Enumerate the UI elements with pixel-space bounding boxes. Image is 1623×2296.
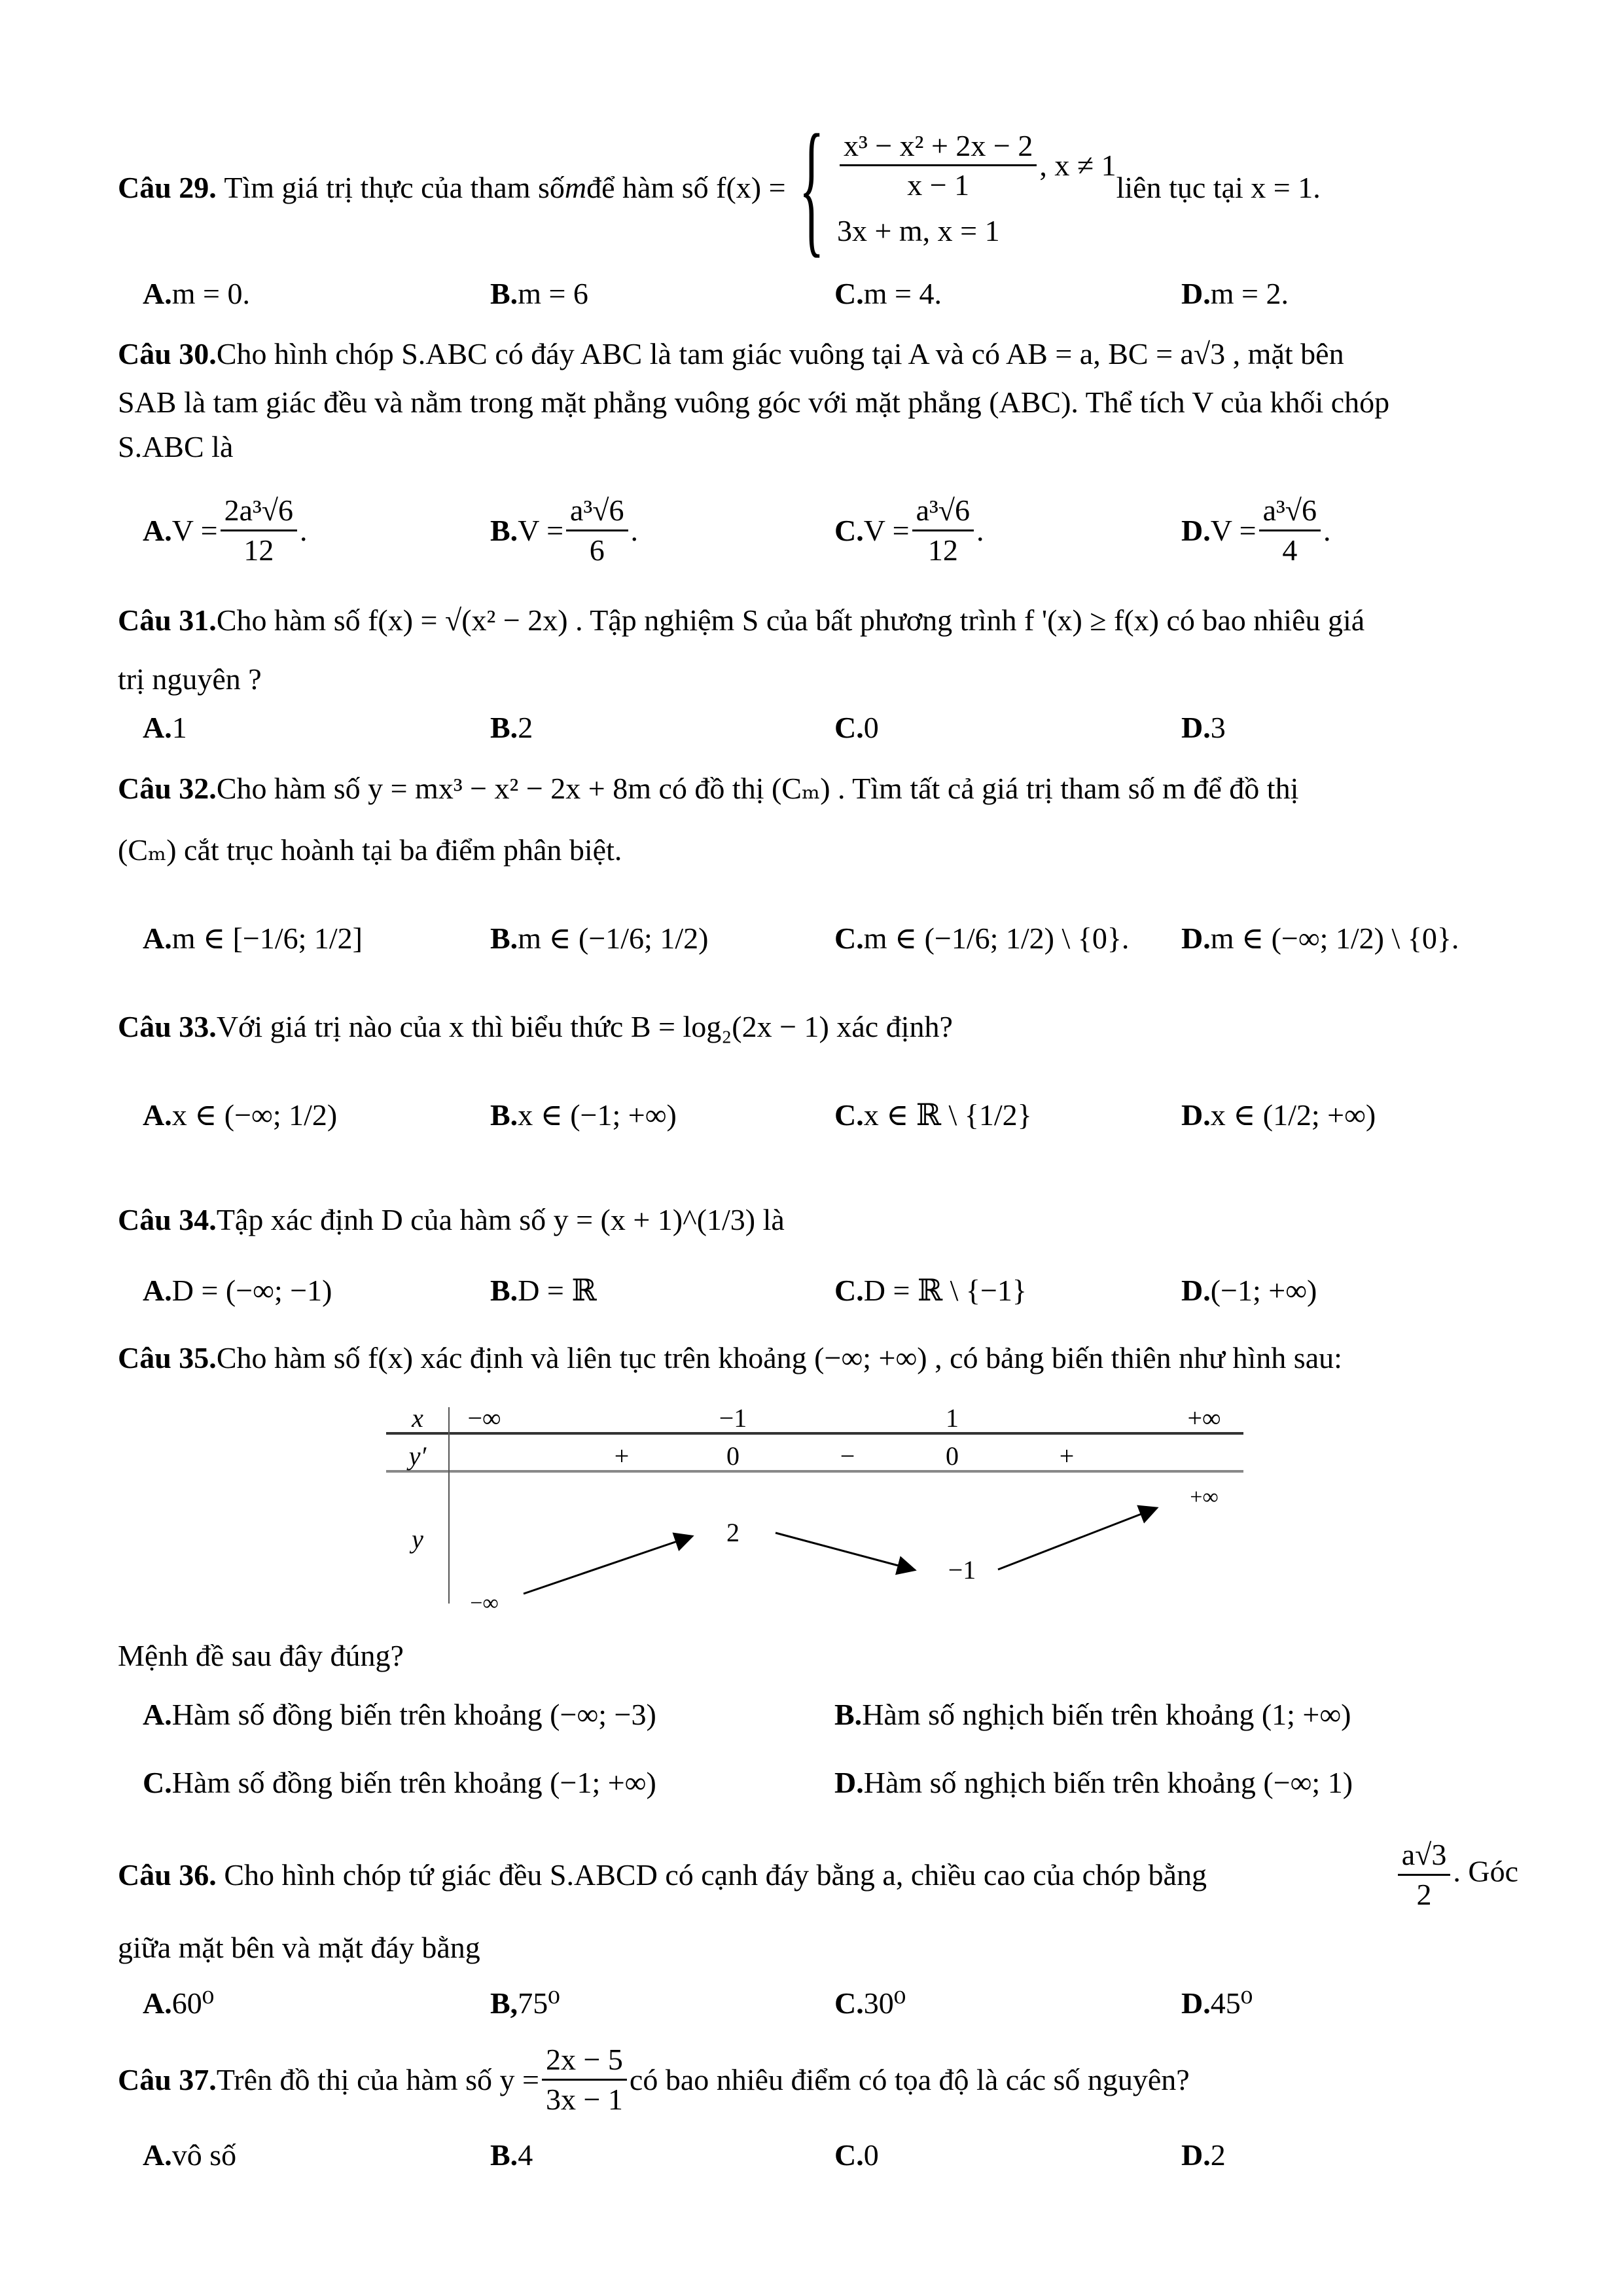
q32-option-d[interactable] (1181, 899, 1459, 977)
q33-option-d[interactable] (1181, 1075, 1376, 1154)
q36-option-a[interactable] (143, 1964, 214, 2042)
text: giữa mặt bên và mặt đáy bằng (118, 1930, 480, 1964)
q35-option-d[interactable] (834, 1743, 1353, 1821)
q35-line1 (118, 1331, 1518, 1384)
q35-option-a[interactable] (143, 1675, 656, 1753)
q30-line1 (118, 327, 1518, 380)
text: Cho hình chóp tứ giác đều S.ABCD có cạnh đáy bằng a, chiều cao của chóp bằng (216, 1857, 1207, 1892)
q31-line1 (118, 594, 1518, 646)
x-value: 1 (946, 1403, 959, 1433)
option-text: D = (−∞; −1) (171, 1273, 332, 1307)
question-label: Câu 32. (118, 771, 217, 805)
option-key: C. (834, 2138, 864, 2172)
q34-option-c[interactable] (834, 1251, 1027, 1329)
option-text: Hàm số nghịch biến trên khoảng (1; +∞) (862, 1697, 1351, 1731)
sign: 0 (726, 1441, 740, 1471)
option-text: x ∈ (1/2; +∞) (1210, 1098, 1376, 1132)
question-label: Câu 37. (118, 2062, 217, 2096)
q34-option-d[interactable] (1181, 1251, 1317, 1329)
text: V = (171, 513, 218, 547)
question-label: Câu 29. (118, 170, 217, 204)
q33-line1 (118, 1000, 1518, 1052)
option-key: B. (490, 1273, 518, 1307)
numerator: a³√6 (912, 492, 974, 531)
option-text: m ∈ [−1/6; 1/2] (171, 922, 363, 955)
option-key: A. (143, 276, 172, 310)
option-text: m = 0. (171, 276, 250, 310)
sign: + (1059, 1441, 1075, 1471)
q35-option-b[interactable] (834, 1675, 1351, 1753)
denominator: x − 1 (907, 168, 970, 202)
option-key: B. (834, 1697, 863, 1731)
q37-line1 (118, 2040, 1518, 2119)
option-key: D. (1181, 710, 1211, 744)
y-value: −1 (948, 1555, 976, 1585)
numerator: 2a³√6 (221, 492, 297, 531)
option-text: m ∈ (−∞; 1/2) \ {0}. (1210, 922, 1459, 955)
option-key: D. (1181, 513, 1211, 547)
q36-line2 (118, 1921, 1518, 1973)
option-key: B. (490, 276, 518, 310)
option-text: 2 (518, 710, 533, 744)
option-text: 2 (1210, 2138, 1226, 2172)
text: Cho hình chóp S.ABC có đáy ABC là tam giác vuông tại A và có AB = a, BC = a√3 , mặt bên (216, 336, 1344, 370)
option-key: B, (490, 1986, 518, 2020)
text: Tập xác định D của hàm số y = (x + 1)^(1/3) là (216, 1202, 785, 1236)
option-text: Hàm số nghịch biến trên khoảng (−∞; 1) (863, 1765, 1353, 1799)
option-key: D. (1181, 2138, 1211, 2172)
q29-option-a[interactable] (143, 254, 250, 332)
q36-option-b[interactable] (490, 1964, 560, 2042)
option-key: C. (834, 1273, 864, 1307)
option-key: A. (143, 1098, 172, 1132)
option-key: C. (834, 276, 864, 310)
decreasing-arrow (776, 1533, 913, 1570)
option-key: A. (143, 2138, 172, 2172)
question-label: Câu 31. (118, 603, 217, 637)
q37-option-b[interactable] (490, 2115, 533, 2194)
y-label: y (412, 1524, 423, 1554)
question-label: Câu 34. (118, 1202, 217, 1236)
q33-option-b[interactable] (490, 1075, 677, 1154)
q35-prompt (118, 1629, 1518, 1681)
text: Cho hàm số f(x) = √(x² − 2x) . Tập nghiệm S của bất phương trình f '(x) ≥ f(x) có bao nhiêu giá (216, 603, 1365, 637)
option-text: 30⁰ (863, 1986, 906, 2020)
q33-option-a[interactable] (143, 1075, 337, 1154)
condition: , x ≠ 1 (1039, 149, 1116, 182)
text: Mệnh đề sau đây đúng? (118, 1638, 404, 1672)
q31-option-c[interactable] (834, 688, 879, 766)
q30-option-c[interactable]: C. V = $\frac{\text{a³√6}}{12}$ . (834, 491, 984, 569)
q29-option-d[interactable] (1181, 254, 1289, 332)
option-key: A. (143, 1273, 172, 1307)
numerator: a³√6 (1259, 492, 1321, 531)
option-text: x ∈ (−1; +∞) (518, 1098, 677, 1132)
q30-line3 (118, 420, 1518, 473)
x-value: −∞ (467, 1403, 501, 1433)
text: V = (518, 513, 564, 547)
text: S.ABC là (118, 429, 234, 463)
option-text: (−1; +∞) (1210, 1273, 1317, 1307)
q29-option-b[interactable] (490, 254, 588, 332)
denominator: 2 (1416, 1877, 1432, 1911)
denominator: 6 (589, 533, 605, 567)
q30-option-a[interactable]: A. V = $\frac{\text{2a³√6}}{12}$ . (143, 491, 308, 569)
text: Với giá trị nào của x thì biểu thức B = log₂(2x − 1) xác định? (216, 1009, 953, 1043)
q30-option-d[interactable]: D. V = $\frac{\text{a³√6}}{4}$ . (1181, 491, 1331, 569)
q36-option-d[interactable] (1181, 1964, 1253, 2042)
math: f(x) = (716, 170, 786, 204)
q29-stem (118, 103, 1518, 270)
text: SAB là tam giác đều và nằm trong mặt phẳng vuông góc với mặt phẳng (ABC). Thể tích V của khối chóp (118, 385, 1390, 419)
yprime-label: y′ (408, 1441, 427, 1471)
numerator: a³√6 (566, 492, 628, 531)
q37-option-d[interactable] (1181, 2115, 1226, 2194)
sign: 0 (946, 1441, 959, 1471)
denominator: 4 (1282, 533, 1298, 567)
option-key: A. (143, 710, 172, 744)
option-key: C. (834, 1098, 864, 1132)
option-key: C. (143, 1765, 172, 1799)
q35-option-c[interactable] (143, 1743, 656, 1821)
numerator: 2x − 5 (542, 2041, 627, 2081)
q36-option-c[interactable] (834, 1964, 906, 2042)
option-key: A. (143, 513, 172, 547)
option-key: D. (1181, 1986, 1211, 2020)
option-key: C. (834, 710, 864, 744)
text: m (564, 170, 587, 204)
increasing-arrow (524, 1537, 690, 1594)
q32-option-c[interactable] (834, 899, 1129, 977)
q34-option-b[interactable] (490, 1251, 597, 1329)
q34-option-a[interactable] (143, 1251, 332, 1329)
text: trị nguyên ? (118, 662, 262, 696)
question-label: Câu 36. (118, 1857, 217, 1892)
text: (Cₘ) cắt trục hoành tại ba điểm phân biệt. (118, 833, 622, 867)
text: V = (863, 513, 910, 547)
option-text: 60⁰ (171, 1986, 215, 2020)
denominator: 3x − 1 (545, 2082, 623, 2116)
q32-line2 (118, 823, 1518, 876)
q31-option-b[interactable] (490, 688, 533, 766)
option-text: m = 2. (1210, 276, 1289, 310)
text: Trên đồ thị của hàm số y = (216, 2062, 539, 2096)
option-key: D. (834, 1765, 864, 1799)
x-label: x (412, 1403, 423, 1433)
text: Cho hàm số y = mx³ − x² − 2x + 8m có đồ thị (Cₘ) . Tìm tất cả giá trị tham số m để đồ thị (216, 772, 1299, 805)
q30-option-b[interactable]: B. V = $\frac{\text{a³√6}}{6}$ . (490, 491, 638, 569)
option-key: C. (834, 921, 864, 955)
q29-option-c[interactable] (834, 254, 942, 332)
denominator: 12 (927, 533, 958, 567)
q31-option-a[interactable] (143, 688, 187, 766)
option-text: D = ℝ (518, 1274, 597, 1307)
option-key: B. (490, 921, 518, 955)
option-text: vô số (171, 2138, 237, 2172)
piecewise-function: { $\frac{\text{x³ − x² + 2x − 2}}{x - 1}$ , x ≠ 1 3x + m, x = 1 (798, 103, 1116, 270)
x-value: +∞ (1187, 1403, 1221, 1433)
option-key: C. (834, 513, 864, 547)
option-text: x ∈ (−∞; 1/2) (171, 1098, 338, 1132)
question-label: Câu 35. (118, 1340, 217, 1374)
option-key: B. (490, 1098, 518, 1132)
y-value: +∞ (1190, 1485, 1219, 1509)
text: V = (1210, 513, 1257, 547)
option-text: 45⁰ (1210, 1986, 1253, 2020)
text: liên tục tại x = 1. (1116, 170, 1321, 204)
text: . Góc (1453, 1854, 1518, 1888)
option-text: m ∈ (−1/6; 1/2) (518, 922, 709, 955)
q37-option-a[interactable] (143, 2115, 236, 2194)
option-key: B. (490, 513, 518, 547)
y-value: −∞ (470, 1591, 499, 1615)
option-key: D. (1181, 276, 1211, 310)
numerator: x³ − x² + 2x − 2 (840, 127, 1037, 167)
q34-line1 (118, 1193, 1518, 1246)
case-2: 3x + m, x = 1 (836, 213, 1000, 247)
q31-line2 (118, 653, 1518, 705)
option-text: 0 (863, 710, 879, 744)
q37-option-c[interactable] (834, 2115, 879, 2194)
option-text: 75⁰ (518, 1986, 560, 2020)
option-key: C. (834, 1986, 864, 2020)
option-key: D. (1181, 1098, 1211, 1132)
x-value: −1 (719, 1403, 747, 1433)
question-label: Câu 33. (118, 1009, 217, 1043)
option-text: 0 (863, 2138, 879, 2172)
option-text: 3 (1210, 710, 1226, 744)
q36-line1 (118, 1835, 1518, 1914)
text: có bao nhiêu điểm có tọa độ là các số nguyên? (629, 2062, 1190, 2096)
text: để hàm số (586, 170, 709, 204)
option-text: 4 (518, 2138, 533, 2172)
option-text: m = 6 (518, 276, 588, 310)
text: Cho hàm số f(x) xác định và liên tục trên khoảng (−∞; +∞) , có bảng biến thiên như hình sau: (216, 1340, 1342, 1374)
option-text: m = 4. (863, 276, 942, 310)
option-key: B. (490, 2138, 518, 2172)
q32-option-a[interactable] (143, 899, 363, 977)
numerator: a√3 (1398, 1836, 1451, 1876)
q31-option-d[interactable] (1181, 688, 1226, 766)
q33-option-c[interactable] (834, 1075, 1032, 1154)
option-key: A. (143, 1986, 172, 2020)
denominator: 12 (243, 533, 274, 567)
option-text: Hàm số đồng biến trên khoảng (−1; +∞) (171, 1765, 656, 1799)
increasing-arrow (998, 1509, 1155, 1570)
sign: + (614, 1441, 630, 1471)
q32-line1 (118, 762, 1518, 814)
option-text: x ∈ ℝ \ {1/2} (863, 1098, 1032, 1132)
option-text: Hàm số đồng biến trên khoảng (−∞; −3) (171, 1697, 656, 1731)
q32-option-b[interactable] (490, 899, 708, 977)
sign: − (840, 1441, 855, 1471)
option-key: B. (490, 710, 518, 744)
y-value: 2 (726, 1518, 740, 1547)
option-key: D. (1181, 1273, 1211, 1307)
option-key: A. (143, 921, 172, 955)
text: Tìm giá trị thực của tham số (224, 170, 565, 204)
option-text: 1 (171, 710, 187, 744)
question-label: Câu 30. (118, 336, 217, 370)
variation-table (380, 1394, 1257, 1617)
option-text: D = ℝ \ {−1} (863, 1274, 1027, 1307)
option-key: D. (1181, 921, 1211, 955)
option-text: m ∈ (−1/6; 1/2) \ {0}. (863, 922, 1130, 955)
option-key: A. (143, 1697, 172, 1731)
